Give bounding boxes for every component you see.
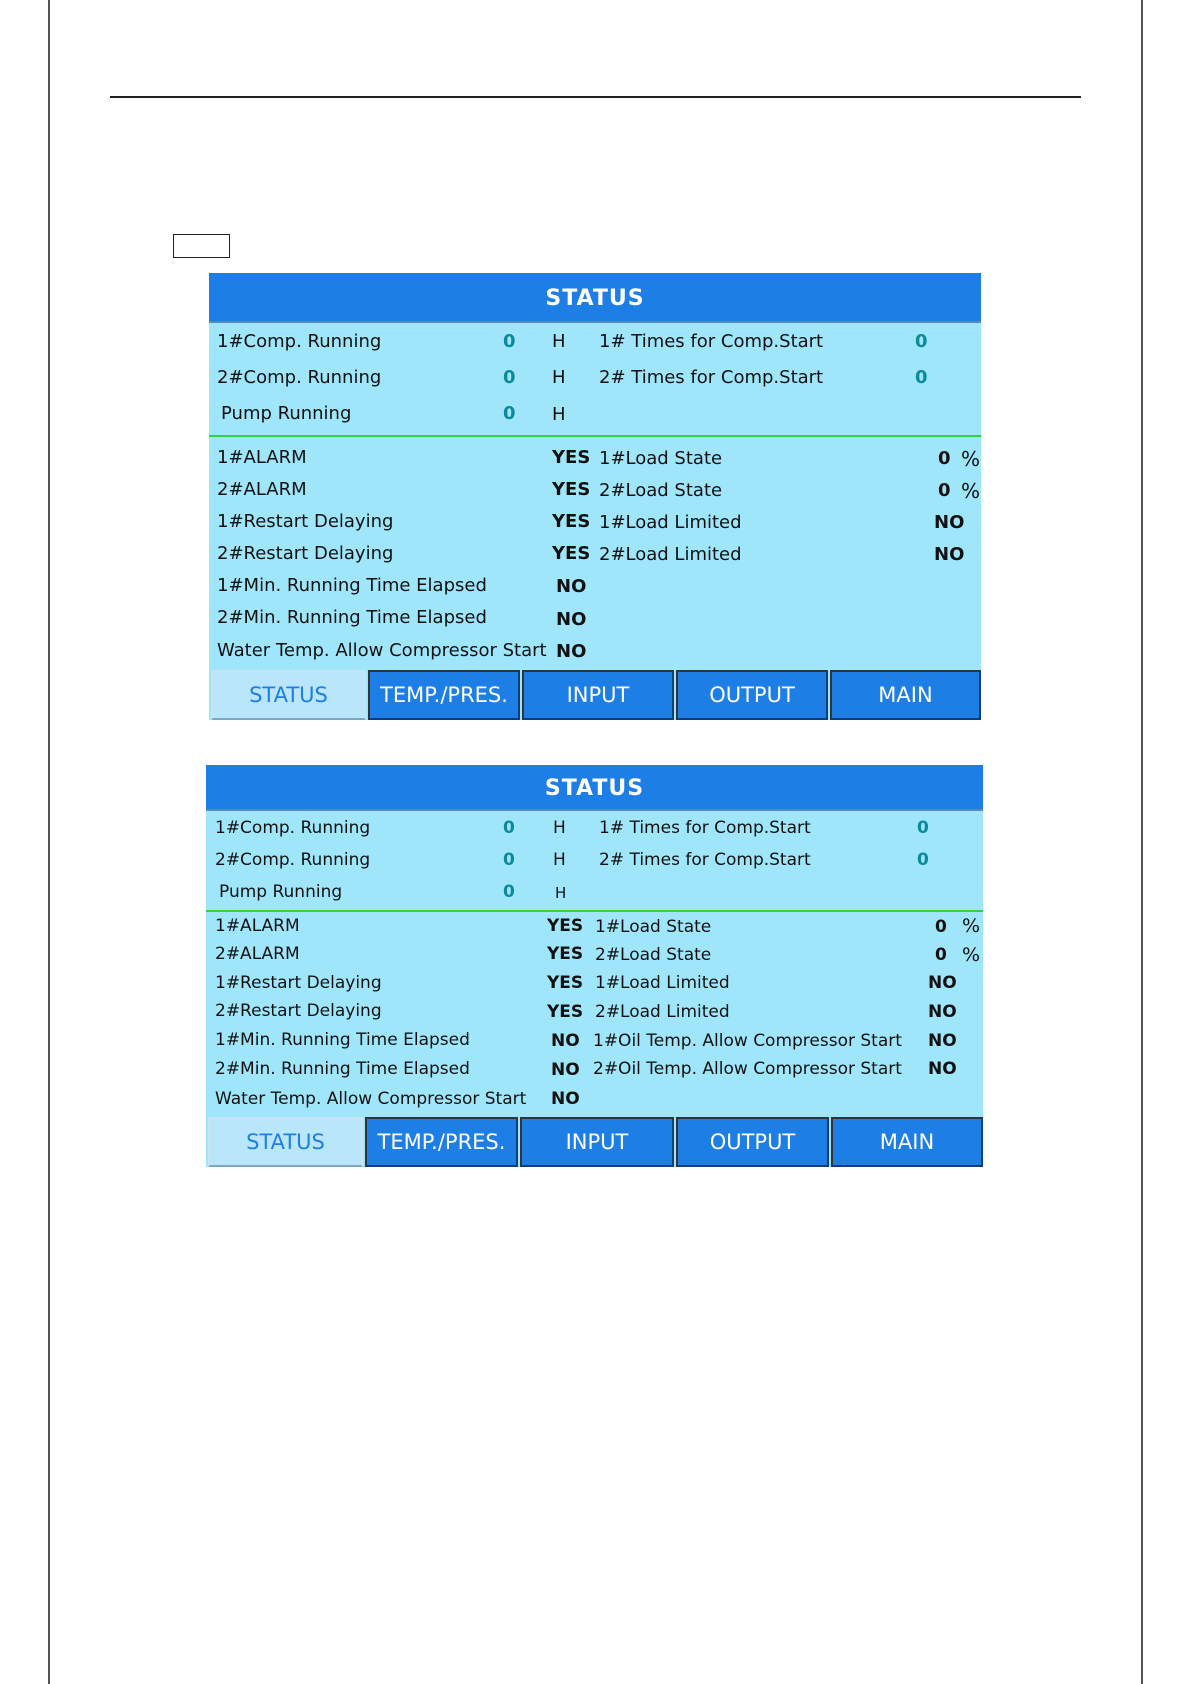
limited1-value: NO [928, 973, 957, 993]
restart1-label: 1#Restart Delaying [217, 511, 394, 532]
comp2-starts-label: 2# Times for Comp.Start [599, 367, 824, 388]
load1-unit: % [962, 915, 981, 937]
comp2-starts-value: 0 [917, 850, 929, 870]
restart1-value: YES [547, 973, 584, 993]
comp1-starts-value: 0 [917, 818, 929, 838]
comp1-starts-label: 1# Times for Comp.Start [599, 331, 824, 352]
minrun2-label: 2#Min. Running Time Elapsed [217, 607, 487, 628]
minrun1-label: 1#Min. Running Time Elapsed [217, 575, 487, 596]
figure-label-box [173, 234, 230, 258]
load2-value: 0 [935, 945, 947, 965]
oiltemp2-value: NO [928, 1059, 957, 1079]
load2-label: 2#Load State [595, 945, 712, 965]
status-panel-1 [209, 273, 981, 720]
comp2-running-unit: H [553, 850, 566, 870]
pump-running-unit: H [555, 884, 567, 902]
header-rule [110, 96, 1081, 98]
watertemp-label: Water Temp. Allow Compressor Start [215, 1089, 527, 1109]
limited2-value: NO [934, 544, 965, 565]
load2-label: 2#Load State [599, 480, 723, 501]
tab-input[interactable]: INPUT [520, 1117, 674, 1167]
alarm1-value: YES [547, 916, 584, 936]
load1-label: 1#Load State [599, 448, 723, 469]
watertemp-label: Water Temp. Allow Compressor Start [217, 640, 547, 661]
alarm1-value: YES [552, 447, 591, 468]
comp2-running-value: 0 [503, 850, 515, 870]
comp2-starts-label: 2# Times for Comp.Start [599, 850, 811, 870]
limited2-value: NO [928, 1002, 957, 1022]
minrun1-value: NO [556, 576, 587, 597]
tab-main[interactable]: MAIN [831, 1117, 983, 1167]
comp2-running-label: 2#Comp. Running [217, 367, 382, 388]
alarm1-label: 1#ALARM [217, 447, 307, 468]
alarm2-value: YES [552, 479, 591, 500]
pump-running-label: Pump Running [221, 403, 352, 424]
oiltemp1-label: 1#Oil Temp. Allow Compressor Start [593, 1031, 902, 1051]
tab-bar [206, 1117, 983, 1167]
oiltemp1-value: NO [928, 1031, 957, 1051]
limited2-label: 2#Load Limited [599, 544, 742, 565]
tab-temp-pres[interactable]: TEMP./PRES. [368, 670, 520, 720]
watertemp-value: NO [551, 1089, 580, 1109]
load1-unit: % [961, 447, 981, 471]
alarm2-value: YES [547, 944, 584, 964]
load2-value: 0 [938, 480, 951, 501]
pump-running-value: 0 [503, 403, 516, 424]
section-divider [209, 435, 981, 437]
tab-temp-pres[interactable]: TEMP./PRES. [365, 1117, 518, 1167]
load1-label: 1#Load State [595, 917, 712, 937]
alarm1-label: 1#ALARM [215, 916, 300, 936]
comp1-running-unit: H [552, 331, 566, 352]
limited1-label: 1#Load Limited [595, 973, 730, 993]
comp1-running-label: 1#Comp. Running [217, 331, 382, 352]
panel-title: STATUS [209, 273, 981, 323]
pump-running-unit: H [552, 404, 566, 425]
load2-unit: % [961, 479, 981, 503]
comp1-running-label: 1#Comp. Running [215, 818, 371, 838]
comp1-running-value: 0 [503, 818, 515, 838]
load1-value: 0 [938, 448, 951, 469]
comp2-running-value: 0 [503, 367, 516, 388]
tab-bar [209, 670, 981, 720]
tab-input[interactable]: INPUT [522, 670, 674, 720]
restart2-label: 2#Restart Delaying [217, 543, 394, 564]
alarm2-label: 2#ALARM [215, 944, 300, 964]
minrun2-value: NO [551, 1060, 580, 1080]
minrun2-label: 2#Min. Running Time Elapsed [215, 1059, 470, 1079]
oiltemp2-label: 2#Oil Temp. Allow Compressor Start [593, 1059, 902, 1079]
tab-main[interactable]: MAIN [830, 670, 981, 720]
limited1-label: 1#Load Limited [599, 512, 742, 533]
comp1-running-value: 0 [503, 331, 516, 352]
status-panel-2 [206, 765, 983, 1167]
limited2-label: 2#Load Limited [595, 1002, 730, 1022]
tab-status[interactable]: STATUS [211, 670, 366, 720]
comp2-running-unit: H [552, 367, 566, 388]
minrun1-label: 1#Min. Running Time Elapsed [215, 1030, 470, 1050]
limited1-value: NO [934, 512, 965, 533]
restart1-label: 1#Restart Delaying [215, 973, 382, 993]
load1-value: 0 [935, 917, 947, 937]
section-divider [206, 910, 983, 912]
tab-output[interactable]: OUTPUT [676, 670, 828, 720]
comp2-running-label: 2#Comp. Running [215, 850, 371, 870]
comp1-running-unit: H [553, 818, 566, 838]
page-border-left [48, 0, 50, 1684]
restart2-value: YES [547, 1002, 584, 1022]
alarm2-label: 2#ALARM [217, 479, 307, 500]
restart2-value: YES [552, 543, 591, 564]
comp1-starts-value: 0 [915, 331, 928, 352]
minrun2-value: NO [556, 609, 587, 630]
pump-running-value: 0 [503, 882, 515, 902]
comp1-starts-label: 1# Times for Comp.Start [599, 818, 811, 838]
tab-status[interactable]: STATUS [208, 1117, 363, 1167]
load2-unit: % [962, 944, 981, 966]
watertemp-value: NO [556, 641, 587, 662]
comp2-starts-value: 0 [915, 367, 928, 388]
page-border-right [1141, 0, 1143, 1684]
tab-output[interactable]: OUTPUT [676, 1117, 829, 1167]
minrun1-value: NO [551, 1031, 580, 1051]
restart1-value: YES [552, 511, 591, 532]
pump-running-label: Pump Running [219, 882, 343, 902]
panel-title: STATUS [206, 765, 983, 811]
restart2-label: 2#Restart Delaying [215, 1001, 382, 1021]
